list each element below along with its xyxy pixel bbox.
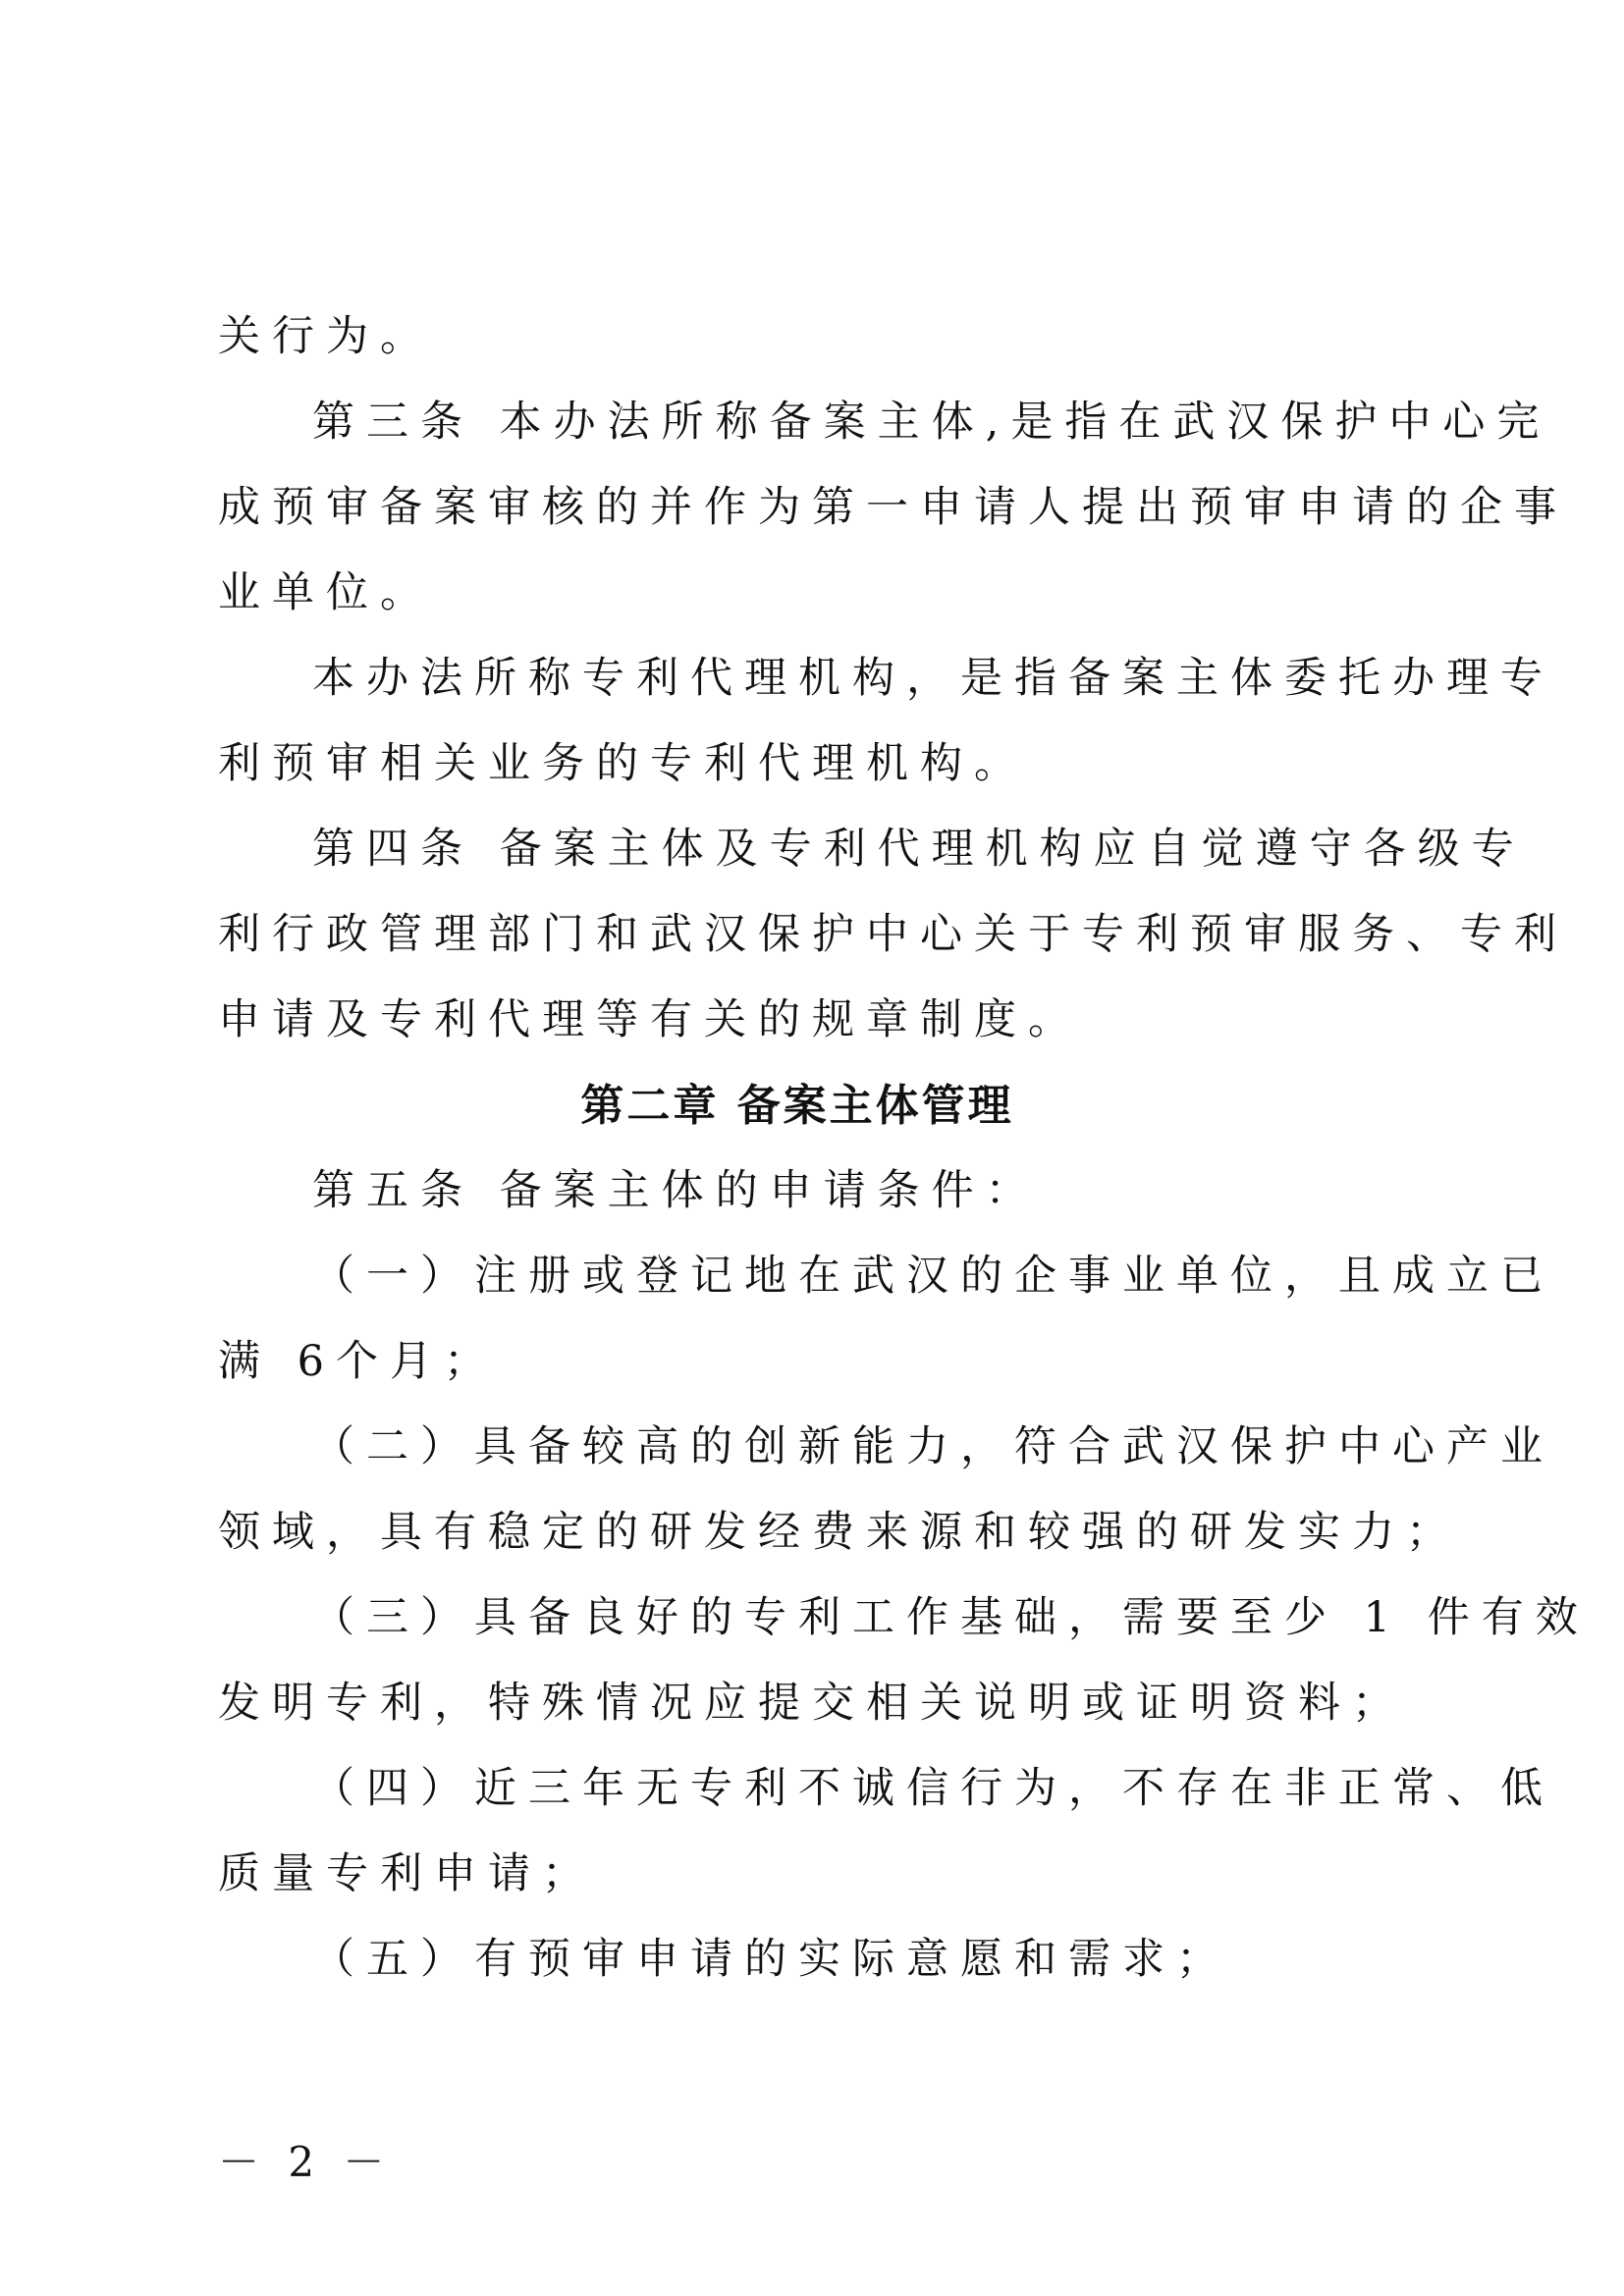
list-item-line: （四）近三年无专利不诚信行为，不存在非正常、低 (312, 1764, 1554, 1813)
document-body (218, 294, 1590, 2002)
paragraph-line: 利预审相关业务的专利代理机构。 (218, 739, 1028, 788)
chapter-heading: 第二章 备案主体管理 (580, 1081, 1014, 1131)
page-number: － 2 － (218, 2138, 393, 2186)
paragraph-line: 关行为。 (218, 312, 434, 361)
paragraph-line: 成预审备案审核的并作为第一申请人提出预审申请的企事 (218, 483, 1568, 532)
list-item-line: （三）具备良好的专利工作基础，需要至少 1 件有效 (312, 1593, 1590, 1642)
list-item-line: （二）具备较高的创新能力，符合武汉保护中心产业 (312, 1422, 1554, 1471)
article-5-line: 第五条 备案主体的申请条件： (312, 1166, 1040, 1215)
article-4-line: 第四条 备案主体及专利代理机构应自觉遵守各级专 (312, 825, 1526, 874)
paragraph-line: 本办法所称专利代理机构，是指备案主体委托办理专 (312, 654, 1554, 703)
paragraph-line: 质量专利申请； (218, 1849, 596, 1898)
article-3-line: 第三条 本办法所称备案主体,是指在武汉保护中心完 (312, 398, 1551, 447)
list-item-line: （五）有预审申请的实际意愿和需求； (312, 1935, 1230, 1984)
paragraph-line: 领域，具有稳定的研发经费来源和较强的研发实力； (218, 1508, 1460, 1557)
list-item-line: （一）注册或登记地在武汉的企事业单位，且成立已 (312, 1252, 1554, 1301)
paragraph-line: 发明专利，特殊情况应提交相关说明或证明资料； (218, 1679, 1406, 1728)
paragraph-line: 满 6个月； (218, 1337, 499, 1386)
paragraph-line: 利行政管理部门和武汉保护中心关于专利预审服务、专利 (218, 910, 1568, 959)
paragraph-line: 申请及专利代理等有关的规章制度。 (218, 995, 1082, 1044)
paragraph-line: 业单位。 (218, 568, 434, 617)
